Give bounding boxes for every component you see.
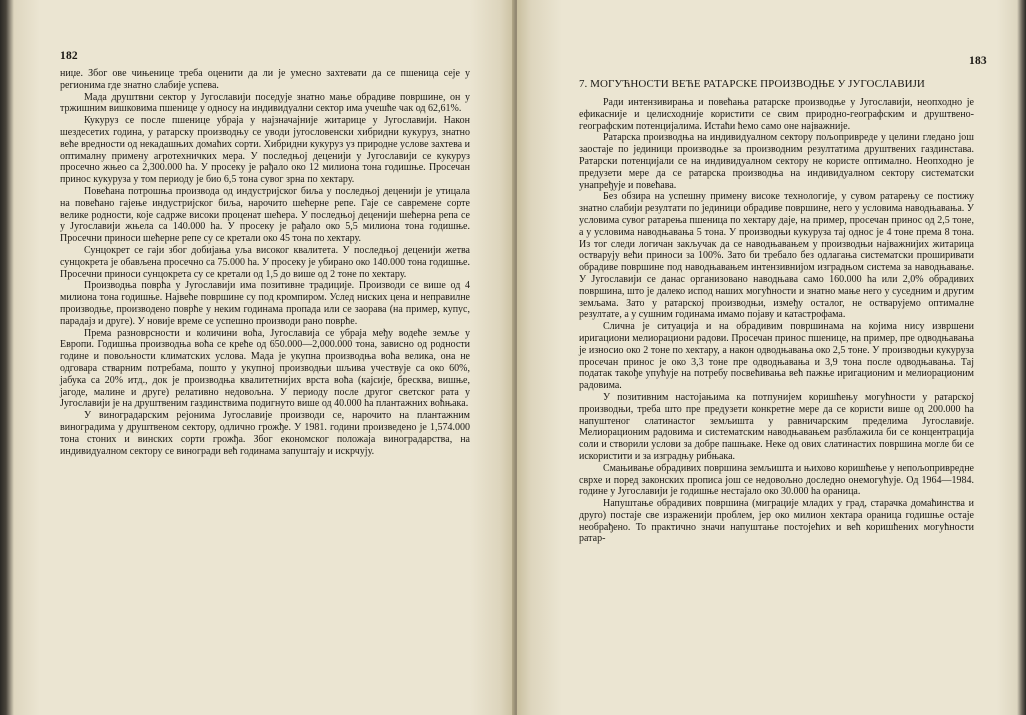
page-number: 182 (60, 50, 78, 62)
paragraph: Производња поврћа у Југославији има позитивне традиције. Производи се више од 4 милиона тона годишње. Највеће површине су под кромпиром. Услед ниских цена и неправилне производње, производено поврће у неким годинама пропада или се заорава (на пример, купус, парадајз и друге). У новије време се успешно производи рано поврће. (60, 280, 470, 327)
paragraph: Слична је ситуација и на обрадивим површинама на којима нису извршени иригациони мелиорациони радови. Просечан принос пшенице, на пример, пре одводњавања је износио око 2 тоне по хектару, а након одводњавања око 2,5 тоне. У производњи кукуруза просечан принос је око 3,3 тоне пре одводњавања и 3,9 тона после одводњавања. Тај податак такође упућује на потребу посвећивања већ пажње иригационим и мелиорационим радовима. (579, 321, 974, 392)
paragraph: Према разноврсности и количини воћа, Југославија се убраја међу водеће земље у Европи. Годишња производња воћа се креће од 650.000—2,000.000 тона, зависно од родности године и повољности климатских услова. Мада је укупна производња воћа велика, она не одговара стварним потребама, пошто у укупној производњи шљива учествује са око 60%, јабука са 20% итд., док је производња квалитетнијих врста воћа (кајсије, бресква, вишње, јагоде, малине и друге) релативно недовољна. У периоду после другог светског рата у Југославији је на друштвеним газдинствима подигнуто више од 40.000 ha плантажних воћњака. (60, 327, 470, 410)
paragraph: У позитивним настојањима ка потпунијем коришћењу могућности у ратарској производњи, треба што пре предузети конкретне мере да се користи више од 200.000 ha напуштеног слатинастог земљишта у равничарским пределима Југославије. Мелиорационим радовима и систематским наводњавањем разблажила би се концентрација соли и створили услови за добре пашњаке. Неке од ових слатинастих површина могле би се искористити и за изградњу рибњака. (579, 391, 974, 462)
paragraph: Смањивање обрадивих површина земљишта и њихово коришћење у непољопривредне сврхе и поред законских прописа још се недовољно доследно онемогућује. Од 1964—1984. године у Југославији је годишње нестајало око 30.000 ha ораница. (579, 462, 974, 498)
paragraph: Без обзира на успешну примену високе технологије, у сувом ратарењу се постижу знатно слабији резултати по јединици обрадиве површине, него у условима наводњавања. У условима сувог ратарења пшеница по хектару даје, на пример, просечан принос од 2,5 тоне, а у условима наводњавања 5 тона. У производњи кукуруза тај однос је 4 тоне према 8 тона. Из тог следи логичан закључак да се наводњавањем у производњи најважнијих житарица остварују већи приноси за 100%. Зато би требало без одлагања систематски проширивати обрадиве површине под наводњавањем интензивниjом изградњом система за наводњавање. У Југославији се данас организовано наводњава само 160.000 ha или 2,0% обрадивих површина, што је далеко испод наших могућности и знатно мање него у суседним и другим земљама. Зато у ратарској производњи, између осталог, не остварујемо оптималне резултате, а у сушним годинама имамо појаву и катастрофама. (579, 191, 974, 321)
paragraph: Мада друштвни сектор у Југославији поседује знатно мање обрадиве површине, он у тржишним вишковима пшенице у односу на индивидуални сектор има учешће чак од 62,61%. (60, 91, 470, 115)
page-number: 183 (969, 55, 987, 67)
paragraph: Повећана потрошња производа од индустријског биља у последњој деценији је утицала на повећано гајење индустријског биља, нарочито шећерне репе. Гаје се савремене сорте велике родности, које садрже високи проценат шећера. У последњој деценији шећерна репа се у Југославији жњела са 140.000 ha. У просеку је рађало око 5,5 милиона тона годишње. Просечни приноси шећерне репе су се кретали око 45 тона по хектару. (60, 185, 470, 245)
paragraph: Кукуруз се после пшенице убраја у најзначајније житарице у Југославији. Након шездесетих година, у ратарску производњу се уводи југословенски хибридни кукуруз, знатно веће вредности од некадашњих домаћих сорти. Хибридни кукуруз уз природне услове захтева и оптималну примену агротехничких мера. У последњој деценији у Југославији се кукуруз просечно жњео са 2,300.000 ha. У просеку је рађало око 12 милиона тона годишње. Просечан принос кукуруза у том периоду је био 6,5 тона сувог зрна по хектару. (60, 115, 470, 186)
chapter-heading: 7. МОГУЋНОСТИ ВЕЋЕ РАТАРСКЕ ПРОИЗВОДЊЕ У ЈУГОСЛАВИЈИ (579, 78, 925, 90)
paragraph: Напуштање обрадивих површина (миграције младих у град, старачка домаћинства и друго) постаје све израженији проблем, јер око милион хектара ораница годишње остаје необрађено. То практично значи напуштање постојећих и већ коришћених могућности ратар- (579, 498, 974, 545)
paragraph: У виноградарским рејонима Југославије производи се, нарочито на плантажним виноградима у друштвеном сектору, одлично грожђе. У 1981. години произведено је 1,574.000 тона стоних и винских сорти грожђа. Због економског положаја виноградарства, на индивидуалном сектору се виногради већ годинама запуштају и искрчују. (60, 410, 470, 457)
paragraph: Сунцокрет се гаји због добијања уља високог квалитета. У последњој деценији жетва сунцокрета је обављена просечно са 75.000 ha. У просеку је убирано око 140.000 тона годишње. Просечни приноси сунцокрета су се кретали од 1,5 до више од 2 тоне по хектару. (60, 244, 470, 280)
paragraph: Ради интензивирања и повећања ратарске производње у Југославији, неопходно је ефикасније и целисходније користити се свим природно-географским и друштвено-географским потенцијалима. Истаћи ћемо само оне најважније. (579, 97, 974, 132)
body-text (60, 68, 470, 457)
body-text (579, 97, 974, 545)
paragraph: ниџе. Због ове чињенице треба оценити да ли је умесно захтевати да се пшеница сеје у регионима где знатно слабије успева. (60, 68, 470, 91)
right-page (517, 0, 1026, 715)
paragraph: Ратарска производња на индивидуалном сектору пољопривреде у целини гледано још заостаје по јединици производње за производним резултатима друштвених газдинстава. Ратарски потенцијали се на индивидуалном сектору не користе оптимално. Неопходно је предузети мере да се ратарска производња на индивидуалном сектору систематски унапређује и повећава. (579, 132, 974, 191)
